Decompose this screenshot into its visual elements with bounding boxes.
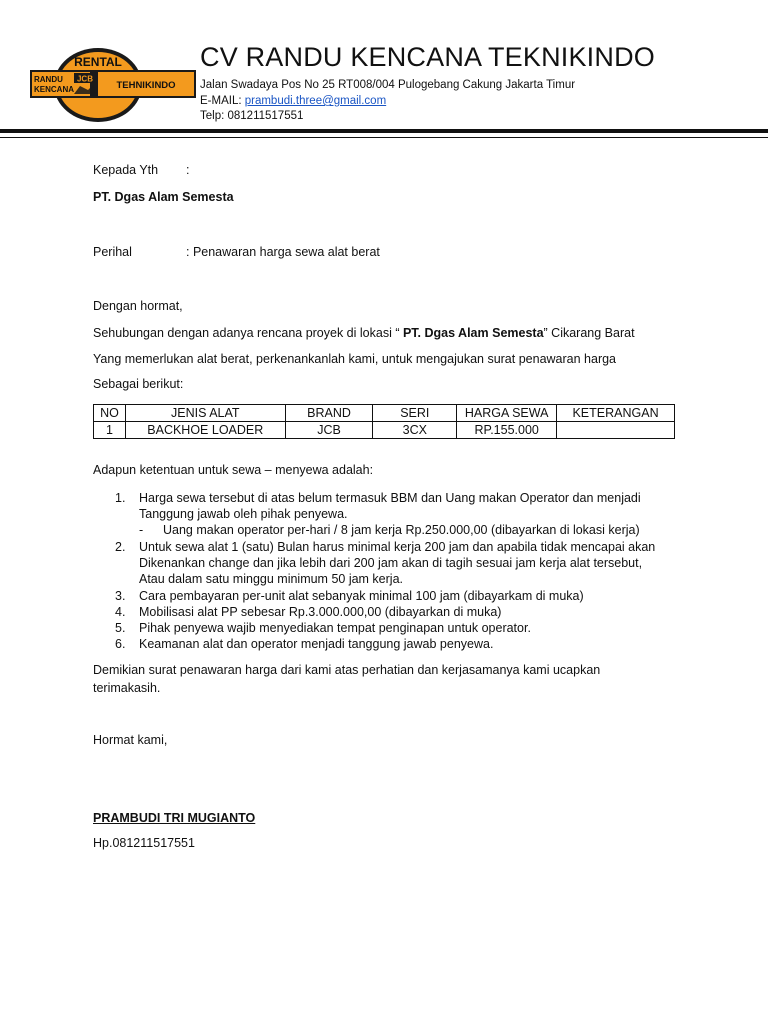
subitem-dash: - — [139, 523, 144, 537]
list-item-text: Untuk sewa alat 1 (satu) Bulan harus minimal kerja 200 jam dan apabila tidak mencapai akan — [139, 540, 656, 554]
table-header-cell: BRAND — [285, 405, 373, 422]
table-cell: RP.155.000 — [457, 422, 557, 439]
list-item-text: Cara pembayaran per-unit alat sebanyak minimal 100 jam (dibayarkam di muka) — [139, 589, 584, 603]
opening-line-2: Yang memerlukan alat berat, perkenankanlah kami, untuk mengajukan surat penawaran harga — [93, 352, 617, 366]
company-name: CV RANDU KENCANA TEKNIKINDO — [200, 42, 655, 72]
list-item-number: 3. — [115, 589, 126, 603]
list-item-number: 4. — [115, 605, 126, 619]
greeting: Dengan hormat, — [93, 299, 183, 313]
list-item-number: 6. — [115, 637, 126, 651]
signer-name: PRAMBUDI TRI MUGIANTO — [93, 811, 256, 825]
company-address: Jalan Swadaya Pos No 25 RT008/004 Pulogebang Cakung Jakarta Timur — [200, 79, 576, 91]
table-header-cell: NO — [94, 405, 126, 422]
terms-list — [115, 0, 755, 1024]
logo-left-line1: RANDU — [34, 75, 63, 84]
table-header-cell: JENIS ALAT — [125, 405, 285, 422]
opening-line-1-bold: PT. Dgas Alam Semesta — [402, 326, 544, 340]
list-item-text: Pihak penyewa wajib menyediakan tempat penginapan untuk operator. — [139, 621, 531, 635]
table-header-cell: KETERANGAN — [557, 405, 675, 422]
list-item-number: 5. — [115, 621, 126, 635]
closing-line-2: terimakasih. — [93, 681, 161, 695]
closing-line-1: Demikian surat penawaran harga dari kami atas perhatian dan kerjasamanya kami ucapkan — [93, 663, 601, 677]
logo-top-word: RENTAL — [74, 55, 122, 69]
list-item-number: 2. — [115, 540, 126, 554]
logo-right-word: TEHNIKINDO — [116, 80, 176, 91]
opening-line-3: Sebagai berikut: — [93, 377, 184, 391]
list-item-text: Tanggung jawab oleh pihak penyewa. — [139, 507, 348, 521]
list-item-number: 1. — [115, 491, 126, 505]
recipient-company: PT. Dgas Alam Semesta — [93, 190, 234, 204]
table-cell: BACKHOE LOADER — [125, 422, 285, 439]
terms-intro: Adapun ketentuan untuk sewa – menyewa adalah: — [93, 463, 374, 477]
opening-line-1-after: ” Cikarang Barat — [543, 326, 635, 340]
list-item-text: Atau dalam satu minggu minimum 50 jam kerja. — [139, 572, 404, 586]
subject-value: : Penawaran harga sewa alat berat — [186, 245, 380, 259]
signer-phone: Hp.081211517551 — [93, 836, 195, 850]
company-phone: Telp: 081211517551 — [200, 110, 304, 122]
logo-brand: JCB — [76, 74, 94, 84]
email-link[interactable]: prambudi.three@gmail.com — [244, 95, 387, 107]
kepada-label: Kepada Yth — [93, 163, 159, 177]
table-cell: 1 — [94, 422, 126, 439]
list-item-text: Harga sewa tersebut di atas belum termasuk BBM dan Uang makan Operator dan menjadi — [139, 491, 641, 505]
list-subitem-text: Uang makan operator per-hari / 8 jam kerja Rp.250.000,00 (dibayarkan di lokasi kerja) — [163, 523, 640, 537]
list-item-text: Keamanan alat dan operator menjadi tanggung jawab penyewa. — [139, 637, 494, 651]
table-cell: 3CX — [373, 422, 457, 439]
list-item-text: Mobilisasi alat PP sebesar Rp.3.000.000,00 (dibayarkan di muka) — [139, 605, 502, 619]
logo-left-line2: KENCANA — [34, 85, 74, 94]
table-cell: JCB — [285, 422, 373, 439]
table-header-cell: SERI — [373, 405, 457, 422]
email-label: E-MAIL: — [200, 95, 245, 107]
table-header-cell: HARGA SEWA — [457, 405, 557, 422]
regards: Hormat kami, — [93, 733, 168, 747]
opening-line-1-before: Sehubungan dengan adanya rencana proyek di lokasi “ — [93, 326, 403, 340]
subject-label: Perihal — [93, 245, 132, 259]
kepada-colon: : — [186, 163, 190, 177]
list-item-text: Dikenankan change dan jika lebih dari 200 jam akan di tagih sesuai jam kerja alat tersebut, — [139, 556, 643, 570]
